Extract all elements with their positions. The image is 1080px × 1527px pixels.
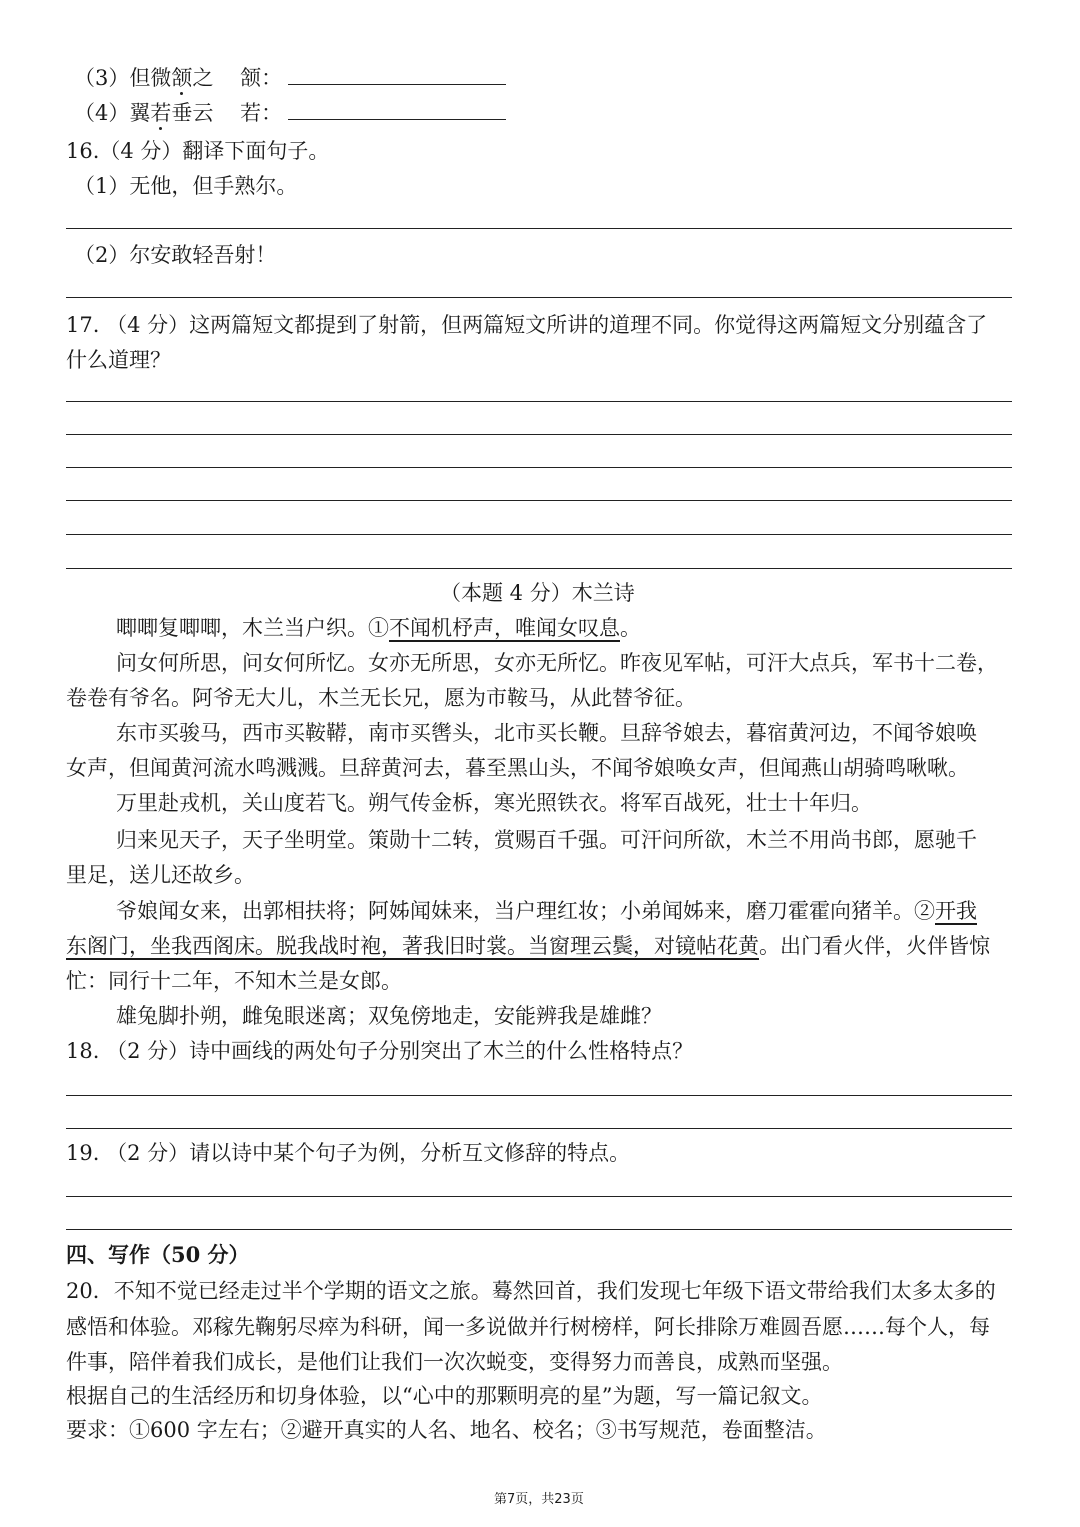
poem-paragraph-2-line-2: 卷卷有爷名。阿爷无大儿，木兰无长兄，愿为市鞍马，从此替爷征。: [66, 686, 696, 710]
answer-line[interactable]: [66, 500, 1012, 501]
answer-line[interactable]: [66, 1229, 1012, 1230]
page-number: 第7页，共23页: [494, 1492, 584, 1507]
answer-line[interactable]: [66, 401, 1012, 402]
q16-sentence-2: （2）尔安敢轻吾射！: [74, 243, 277, 267]
answer-line[interactable]: [66, 534, 1012, 535]
writing-heading: 四、写作（50 分）: [66, 1242, 250, 1267]
poem-paragraph-6-line-2: 东阁门，坐我西阁床。脱我战时袍，著我旧时裳。当窗理云鬓，对镜帖花黄。出门看火伴，火伴皆惊: [66, 934, 990, 958]
answer-line[interactable]: [66, 434, 1012, 435]
answer-line[interactable]: [66, 297, 1012, 298]
q15-item-4: （4）翼若垂云 若：: [74, 98, 506, 128]
q17-line-2: 什么道理？: [66, 348, 171, 372]
underlined-sentence-2-cont: 东阁门，坐我西阁床。脱我战时袍，著我旧时裳。当窗理云鬓，对镜帖花黄: [66, 934, 759, 958]
answer-line[interactable]: [66, 228, 1012, 229]
writing-prompt-line-4: 根据自己的生活经历和切身体验，以“心中的那颗明亮的星”为题，写一篇记叙文。: [66, 1384, 823, 1408]
poem-paragraph-3-line-1: 东市买骏马，西市买鞍鞯，南市买辔头，北市买长鞭。旦辞爷娘去，暮宿黄河边，不闻爷娘唤: [116, 721, 977, 745]
poem-paragraph-1: 唧唧复唧唧，木兰当户织。①不闻机杼声，唯闻女叹息。: [116, 616, 641, 640]
poem-paragraph-5-line-2: 里足，送儿还故乡。: [66, 863, 255, 887]
q19-text: 19. （2 分）请以诗中某个句子为例，分析互文修辞的特点。: [66, 1141, 631, 1165]
writing-prompt-line-2: 感悟和体验。邓稼先鞠躬尽瘁为科研，闻一多说做并行树榜样，阿长排除万难圆吾愿……每个人，每: [66, 1315, 990, 1339]
writing-prompt-line-3: 件事，陪伴着我们成长，是他们让我们一次次蜕变，变得努力而善良，成熟而坚强。: [66, 1350, 843, 1374]
q17-line-1: 17. （4 分）这两篇短文都提到了射箭，但两篇短文所讲的道理不同。你觉得这两篇短文分别蕴含了: [66, 313, 988, 337]
poem-paragraph-5-line-1: 归来见天子，天子坐明堂。策勋十二转，赏赐百千强。可汗问所欲，木兰不用尚书郎，愿驰千: [116, 828, 977, 852]
answer-line[interactable]: [66, 1128, 1012, 1129]
answer-line[interactable]: [66, 1095, 1012, 1096]
underlined-sentence-2: 开我: [935, 899, 977, 923]
answer-blank[interactable]: [288, 99, 506, 120]
poem-paragraph-2-line-1: 问女何所思，问女何所忆。女亦无所思，女亦无所忆。昨夜见军帖，可汗大点兵，军书十二卷，: [116, 651, 998, 675]
q16-sentence-1: （1）无他，但手熟尔。: [74, 174, 298, 198]
writing-requirements: 要求：①600 字左右；②避开真实的人名、地名、校名；③书写规范，卷面整洁。: [66, 1418, 827, 1442]
q16-title: 16.（4 分）翻译下面句子。: [66, 139, 330, 163]
answer-line[interactable]: [66, 568, 1012, 569]
q18-text: 18. （2 分）诗中画线的两处句子分别突出了木兰的什么性格特点？: [66, 1039, 694, 1063]
poem-paragraph-6-line-3: 忙：同行十二年，不知木兰是女郎。: [66, 969, 402, 993]
answer-line[interactable]: [66, 1196, 1012, 1197]
writing-prompt-line-1: 20．不知不觉已经走过半个学期的语文之旅。蓦然回首，我们发现七年级下语文带给我们太多太多的: [66, 1279, 996, 1303]
poem-paragraph-3-line-2: 女声，但闻黄河流水鸣溅溅。旦辞黄河去，暮至黑山头，不闻爷娘唤女声，但闻燕山胡骑鸣啾啾。: [66, 756, 969, 780]
poem-paragraph-6-line-1: 爷娘闻女来，出郭相扶将；阿姊闻妹来，当户理红妆；小弟闻姊来，磨刀霍霍向猪羊。②开我: [116, 899, 977, 923]
poem-paragraph-7: 雄兔脚扑朔，雌兔眼迷离；双兔傍地走，安能辨我是雄雌？: [116, 1004, 662, 1028]
underlined-sentence-1: 不闻机杼声，唯闻女叹息: [389, 616, 620, 640]
poem-paragraph-4: 万里赴戎机，关山度若飞。朔气传金柝，寒光照铁衣。将军百战死，壮士十年归。: [116, 791, 872, 815]
q15-item-3: （3）但微颔之 颔：: [74, 63, 506, 93]
poem-heading: （本题 4 分）木兰诗: [440, 581, 635, 605]
answer-blank[interactable]: [288, 64, 506, 85]
answer-line[interactable]: [66, 467, 1012, 468]
